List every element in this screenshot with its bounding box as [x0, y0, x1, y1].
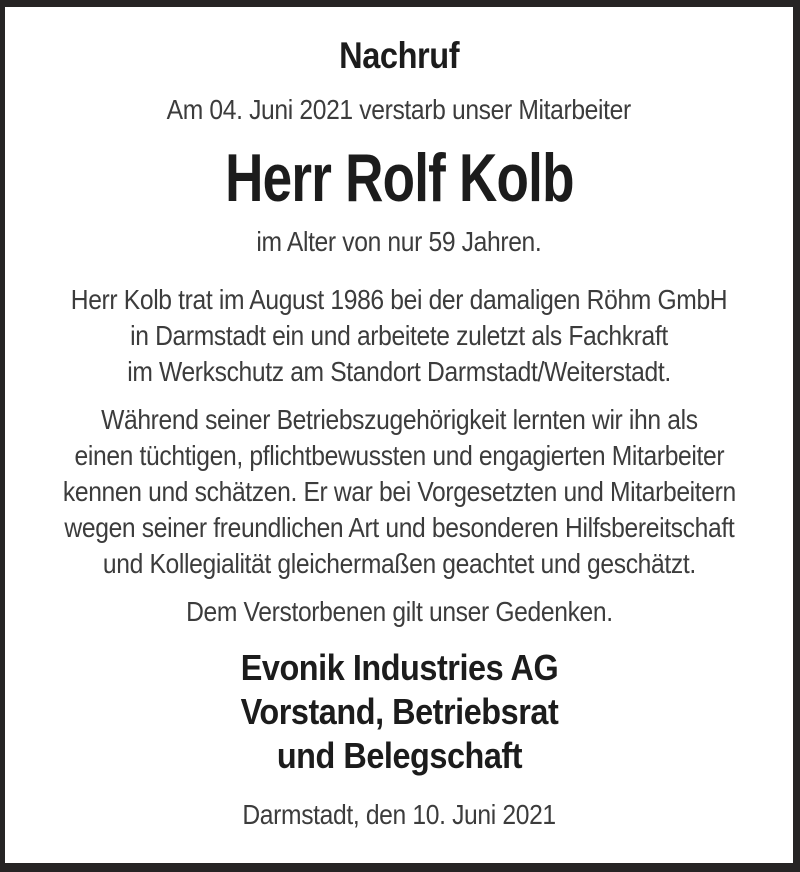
intro-line: Am 04. Juni 2021 verstarb unser Mitarbeiter: [166, 94, 632, 125]
tribute-paragraph-line: einen tüchtigen, pflichtbewussten und engagierten Mitarbeiter: [74, 440, 724, 471]
tribute-paragraph-line: wegen seiner freundlichen Art und besonderen Hilfsbereitschaft: [64, 512, 734, 543]
signature-line: und Belegschaft: [276, 735, 522, 776]
remembrance-line: Dem Verstorbenen gilt unser Gedenken.: [185, 596, 613, 627]
page-title: Nachruf: [339, 35, 459, 76]
career-paragraph-line: Herr Kolb trat im August 1986 bei der damaligen Röhm GmbH: [70, 284, 728, 315]
deceased-name: Herr Rolf Kolb: [224, 140, 574, 216]
career-paragraph-line: in Darmstadt ein und arbeitete zuletzt als Fachkraft: [130, 320, 668, 351]
age-line: im Alter von nur 59 Jahren.: [256, 226, 542, 257]
company-name: Evonik Industries AG: [240, 647, 558, 688]
tribute-paragraph-line: kennen und schätzen. Er war bei Vorgesetzten und Mitarbeitern: [62, 476, 736, 507]
tribute-paragraph-line: und Kollegialität gleichermaßen geachtet und geschätzt.: [102, 548, 696, 579]
career-paragraph: [71, 282, 727, 390]
tribute-paragraph: [63, 402, 736, 582]
date-line: Darmstadt, den 10. Juni 2021: [242, 799, 556, 830]
tribute-paragraph-line: Während seiner Betriebszugehörigkeit lernten wir ihn als: [100, 404, 698, 435]
signature-block: [240, 646, 558, 778]
signature-line: Vorstand, Betriebsrat: [240, 691, 558, 732]
career-paragraph-line: im Werkschutz am Standort Darmstadt/Weiterstadt.: [127, 356, 671, 387]
